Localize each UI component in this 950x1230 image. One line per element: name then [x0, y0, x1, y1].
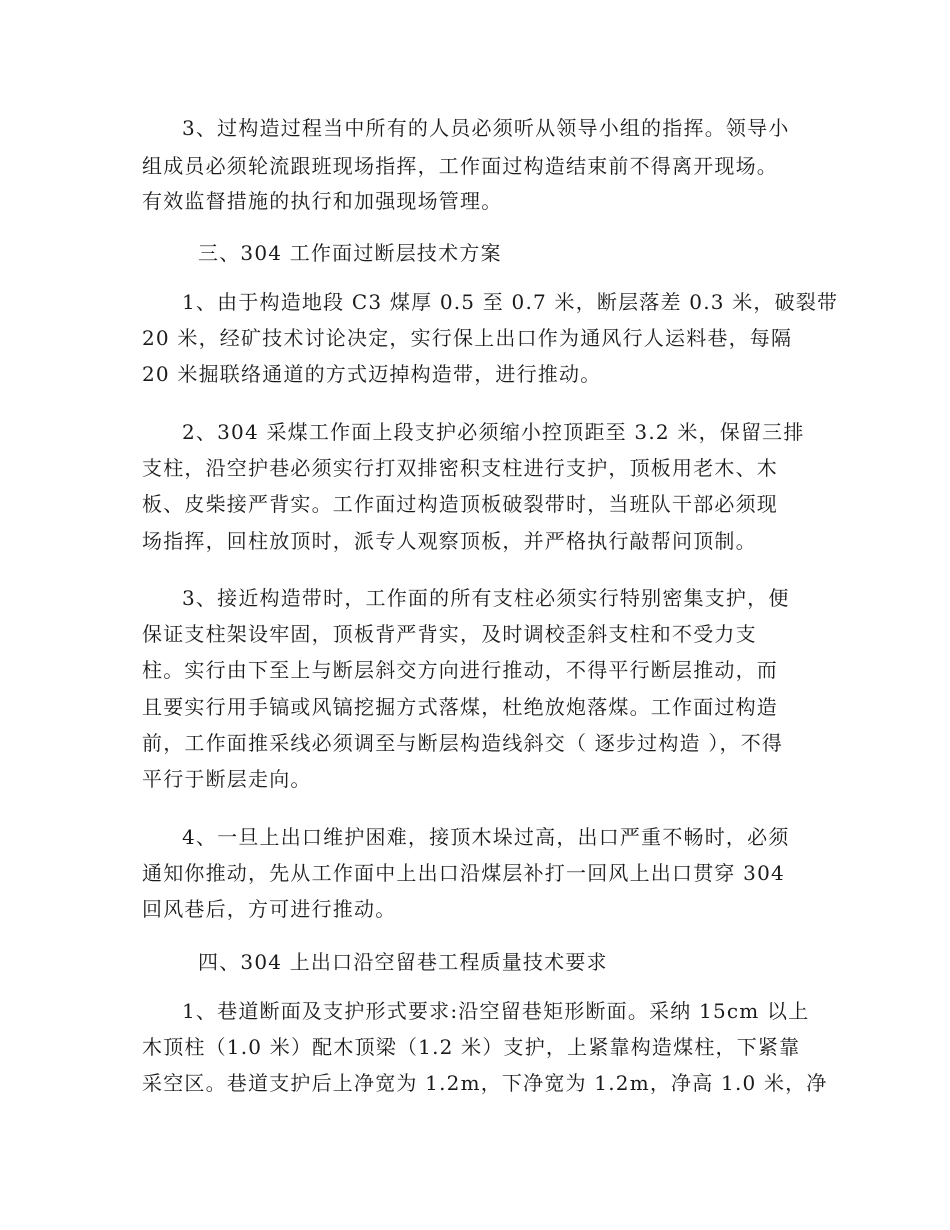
paragraph-line: 前，工作面推采线必须调至与断层构造线斜交（ 逐步过构造 ），不得 [142, 731, 784, 755]
paragraph-line: 柱。实行由下至上与断层斜交方向进行推动，不得平行断层推动，而 [142, 658, 778, 682]
paragraph-line: 组成员必须轮流跟班现场指挥，工作面过构造结束前不得离开现场。 [142, 154, 778, 178]
paragraph-line: 通知你推动，先从工作面中上出口沿煤层补打一回风上出口贯穿 304 [142, 861, 785, 885]
paragraph-line: 3、过构造过程当中所有的人员必须听从领导小组的指挥。领导小 [182, 116, 790, 140]
paragraph-line: 保证支柱架设牢固，顶板背严背实，及时调校歪斜支柱和不受力支 [142, 622, 757, 646]
paragraph-line: 有效监督措施的执行和加强现场管理。 [142, 189, 503, 213]
paragraph-line: 木顶柱（1.0 米）配木顶梁（1.2 米）支护，上紧靠构造煤柱，下紧靠 [142, 1035, 801, 1059]
paragraph-line: 1、由于构造地段 C3 煤厚 0.5 至 0.7 米，断层落差 0.3 米，破裂带 [182, 290, 839, 314]
paragraph-line: 3、接近构造带时，工作面的所有支柱必须实行特别密集支护，便 [182, 586, 790, 610]
paragraph-line: 支柱，沿空护巷必须实行打双排密积支柱进行支护，顶板用老木、木 [142, 456, 778, 480]
paragraph-line: 且要实行用手镐或风镐挖掘方式落煤，杜绝放炮落煤。工作面过构造 [142, 695, 778, 719]
paragraph-line: 回风巷后，方可进行推动。 [142, 897, 397, 921]
paragraph-line: 场指挥，回柱放顶时，派专人观察顶板，并严格执行敲帮问顶制。 [142, 529, 757, 553]
section-heading: 四、304 上出口沿空留巷工程质量技术要求 [198, 950, 608, 974]
paragraph-line: 2、304 采煤工作面上段支护必须缩小控顶距至 3.2 米，保留三排 [182, 420, 805, 444]
paragraph-line: 20 米掘联络通道的方式迈掉构造带，进行推动。 [142, 362, 602, 386]
paragraph-line: 1、巷道断面及支护形式要求:沿空留巷矩形断面。采纳 15cm 以上 [182, 999, 810, 1023]
paragraph-line: 4、一旦上出口维护困难，接顶木垛过高，出口严重不畅时，必须 [182, 825, 790, 849]
paragraph-line: 20 米，经矿技术讨论决定，实行保上出口作为通风行人运料巷，每隔 [142, 326, 793, 350]
paragraph-line: 平行于断层走向。 [142, 767, 312, 791]
paragraph-line: 采空区。巷道支护后上净宽为 1.2m，下净宽为 1.2m，净高 1.0 米，净 [142, 1071, 828, 1095]
section-heading: 三、304 工作面过断层技术方案 [198, 241, 502, 265]
paragraph-line: 板、皮柴接严背实。工作面过构造顶板破裂带时，当班队干部必须现 [142, 492, 778, 516]
